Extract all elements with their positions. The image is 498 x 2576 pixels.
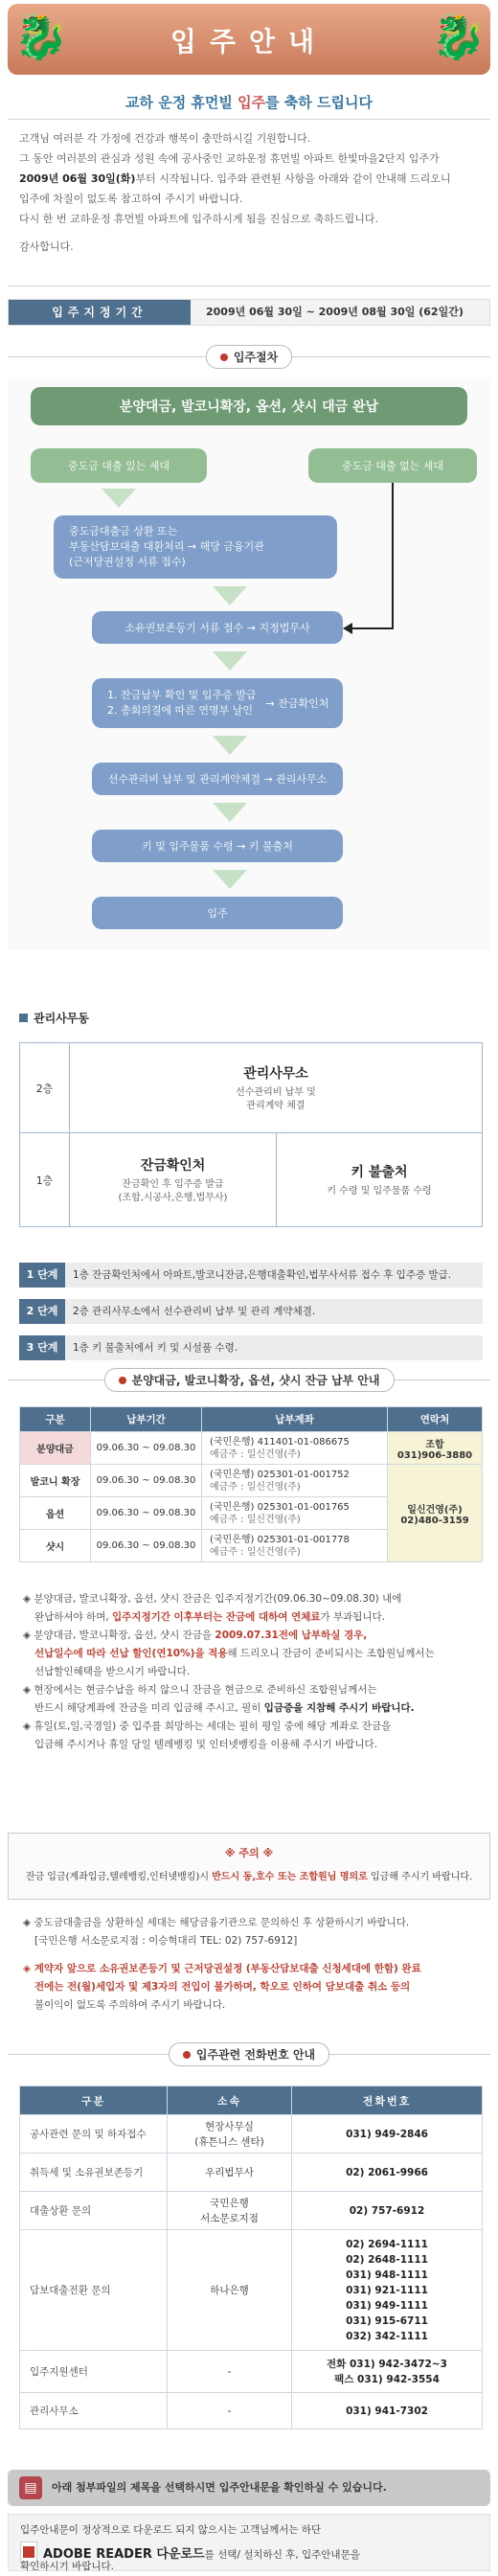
column-header: 구분 [20, 2086, 168, 2115]
column-header: 납부기간 [91, 1407, 202, 1432]
process-step-registration: 소유권보존등기 서류 접수 → 지정법무사 [92, 611, 343, 644]
greeting-line: 다시 한 번 교하운정 휴먼빌 아파트에 입주하시게 됨을 진심으로 축하드립니다. [19, 213, 378, 225]
process-step-full-payment: 분양대금, 발코니확장, 옵션, 샷시 대금 완납 [31, 387, 467, 425]
down-arrow-icon [213, 870, 247, 889]
management-office-cell: 관리사무소 선수관리비 납부 및 관리계약 체결 [70, 1043, 483, 1133]
process-title: 입주절차 [233, 351, 279, 364]
caution-box: ※ 주의 ※ 잔금 입금(계좌입금,텔레뱅킹,인터넷뱅킹)시 반드시 동,호수 또는 조합원님 명의로 입금해 주시기 바랍니다. [8, 1833, 490, 1900]
greeting-line: 부터 시작됩니다. 입주와 관련된 사항을 아래와 같이 안내해 드리오니 [135, 172, 451, 185]
process-branch-no-loan: 중도금 대출 없는 세대 [308, 448, 477, 483]
step-label: 2 단계 [19, 1299, 65, 1324]
attachment-icon: ▤ [19, 2476, 42, 2499]
subtitle-highlight: 입주 [238, 94, 266, 111]
balance-check-cell: 잔금확인처 잔금확인 후 입주증 발급 (조합,시공사,은행,법무사) [70, 1133, 277, 1227]
step-row [19, 1335, 483, 1360]
bullet-icon [183, 2051, 191, 2059]
down-arrow-icon [213, 736, 247, 755]
process-step-balance-check: 1. 잔금납부 확인 및 입주증 발급 2. 총회의결에 따른 연명부 날인 → 잔금확인처 [92, 678, 343, 728]
table-row: 샷시 09.06.30 ~ 09.08.30 (국민은행) 025301-01-001778 예금주 : 일신건영(주) [20, 1530, 483, 1562]
process-step-loan-repayment: 중도금대출금 상환 또는 부동산담보대출 대환처리 → 해당 금융기관 (근저당권설정 서류 접수) [54, 515, 337, 579]
column-header: 구분 [20, 1407, 91, 1432]
bullet-square-icon [19, 1014, 28, 1022]
step-label: 3 단계 [19, 1335, 65, 1360]
bullet-icon [119, 1377, 126, 1384]
payment-notes: ◈ 분양대금, 발코니확장, 옵션, 샷시 잔금은 입주지정기간(09.06.30~09.08.30) 내에 완납하셔야 하며, 입주지정기간 이후부터는 잔금에 대하여 연체료가 부과됩니다. ◈ 분양대금, 발코니확장, 옵션, 샷시 잔금을 2009.07.31전에 납부하실 경우, 선납일수에 따라 선납 할인(연10%)을 적용해 드리오니 잔금이 준비되시는 조합원님께서는 선납할인혜택을 받으시기 바랍니다. ◈ 현장에서는 현금수납을 하지 않으니 잔금을 현금으로 준비하신 조합원님께서는 반드시 해당계좌에 잔금을 미리 입금해 주시고, 필히 입금증을 지참해 주시기 바랍니다. ◈ 휴일(토,일,국경일) 중 입주를 희망하는 세대는 필히 평일 중에 해당 계좌로 잔금을 입금해 주시거나 휴일 당일 텔레뱅킹 및 인터넷뱅킹을 이용해 주시기 바랍니다. [23, 1593, 435, 1750]
payment-section-title: 분양대금, 발코니확장, 옵션, 샷시 잔금 납부 안내 [0, 1368, 498, 1392]
connector-line [392, 483, 394, 628]
subtitle-text: 를 축하 드립니다 [265, 94, 373, 111]
process-section-title [0, 345, 498, 369]
greeting-line: 고객님 여러분 각 가정에 건강과 행복이 충만하시길 기원합니다. [19, 132, 311, 145]
step-text: 2층 관리사무소에서 선수관리비 납부 및 관리 계약체결. [73, 1306, 316, 1317]
step-label: 1 단계 [19, 1263, 65, 1288]
process-branch-loan: 중도금 대출 있는 세대 [31, 448, 207, 483]
table-row: 옵션 09.06.30 ~ 09.08.30 (국민은행) 025301-01-001765 예금주 : 일신건영(주) [20, 1497, 483, 1530]
period-label: 입주지정기간 [9, 300, 191, 325]
greeting-line: 입주에 차질이 없도록 참고하여 주시기 바랍니다. [19, 193, 243, 205]
down-arrow-icon [213, 651, 247, 671]
column-header: 전화번호 [292, 2086, 483, 2115]
step-row [19, 1299, 483, 1324]
process-step-management-fee: 선수관리비 납부 및 관리계약체결 → 관리사무소 [92, 763, 343, 795]
divider [8, 119, 490, 120]
left-arrow-icon [343, 623, 352, 634]
column-header: 연락처 [388, 1407, 483, 1432]
dragon-ornament-icon: 🐉 [431, 11, 487, 62]
period-value: 2009년 06월 30일 ~ 2009년 08월 30일 (62일간) [206, 306, 464, 318]
process-step-key-pickup: 키 및 입주물품 수령 → 키 불출처 [92, 830, 343, 862]
floor-label: 2층 [20, 1043, 70, 1133]
bullet-icon [220, 353, 228, 361]
floor-label: 1층 [20, 1133, 70, 1227]
table-row: 공사관련 문의 및 하자접수 현장사무실 (휴튼니스 센타) 031) 949-2846 [20, 2115, 483, 2154]
greeting-line: 그 동안 여러분의 관심과 성원 속에 공사중인 교하운정 휴먼빌 아파트 한빛마을2단지 입주가 [19, 152, 440, 165]
step-text: 1층 잔금확인처에서 아파트,발코니잔금,은행대출확인,법무사서류 접수 후 입주증 발급. [73, 1269, 452, 1281]
table-row: 분양대금 09.06.30 ~ 09.08.30 (국민은행) 411401-01-086675 예금주 : 일신건영(주) 조합 031)906-3880 [20, 1432, 483, 1465]
table-row: 취득세 및 소유권보존등기 우리법무사 02) 2061-9966 [20, 2154, 483, 2192]
dragon-ornament-icon: 🐉 [13, 11, 69, 62]
caution-heading: ※ 주의 ※ [224, 1847, 274, 1859]
key-pickup-cell: 키 불출처 키 수령 및 입주물품 수령 [277, 1133, 483, 1227]
column-header: 소속 [168, 2086, 292, 2115]
phone-table [19, 2086, 483, 2429]
down-arrow-icon [213, 803, 247, 822]
page-title: 입주안내 [170, 26, 328, 57]
phone-section-title: 입주관련 전화번호 안내 [0, 2042, 498, 2066]
greeting-text [19, 128, 483, 257]
move-in-period-bar [8, 299, 490, 326]
down-arrow-icon [102, 489, 136, 508]
office-floor-plan [19, 1042, 483, 1227]
divider [8, 285, 490, 286]
congrats-subtitle [0, 92, 498, 112]
table-row: 발코니 확장 09.06.30 ~ 09.08.30 (국민은행) 025301-01-001752 예금주 : 일신건영(주) 일신건영(주) 02)480-3159 [20, 1465, 483, 1497]
column-header: 납부계좌 [202, 1407, 388, 1432]
loan-notes: ◈ 중도금대출금을 상환하실 세대는 해당금융기관으로 문의하신 후 상환하시기 바랍니다. [국민은행 서소문로지점 : 이승혁대리 TEL: 02) 757-6912] ◈ 계약자 앞으로 소유권보존등기 및 근저당권설정 (부동산담보대출 신청세대에 한함) 완료 전에는 전(월)세입자 및 제3자의 전입이 불가하며, 학오로 인하여 담보대출 취소 등의 불이익이 없도록 주의하여 주시기 바랍니다. [23, 1917, 421, 2011]
table-row: 대출상환 문의 국민은행 서소문로지점 02) 757-6912 [20, 2192, 483, 2230]
step-text: 1층 키 불출처에서 키 및 시설품 수령. [73, 1342, 238, 1354]
table-row: 담보대출전환 문의 하나은행 02) 2694-1111 02) 2648-1111 031) 948-1111 031) 921-1111 031) 949-1111 031) 915-6711 032) 342-1111 [20, 2230, 483, 2351]
greeting-line: 감사합니다. [19, 240, 74, 253]
payment-table [19, 1406, 483, 1562]
move-in-start-date: 2009년 06월 30일(화) [19, 172, 136, 185]
subtitle-text: 교하 운정 휴먼빌 [125, 94, 238, 111]
process-step-move-in: 입주 [92, 897, 343, 929]
adobe-reader-notice: 입주안내문이 정상적으로 다운로드 되지 않으시는 고객님께서는 하단 ADOBE READER 다운로드를 선택/ 설치하신 후, 입주안내문을 확인하시기 바랍니다. [8, 2514, 490, 2571]
table-row: 관리사무소 - 031) 941-7302 [20, 2393, 483, 2429]
down-arrow-icon [213, 586, 247, 605]
attachment-banner[interactable] [8, 2470, 490, 2506]
office-section-title: 관리사무동 [19, 1010, 89, 1026]
page-header [8, 4, 490, 75]
attachment-banner-text: 아래 첨부파일의 제목을 선택하시면 입주안내문을 확인하실 수 있습니다. [52, 2481, 387, 2494]
adobe-reader-download-link[interactable]: ADOBE READER 다운로드 [43, 2547, 205, 2562]
table-row: 입주지원센터 - 전화 031) 942-3472~3 팩스 031) 942-3554 [20, 2351, 483, 2393]
connector-line [352, 627, 394, 629]
step-row [19, 1263, 483, 1288]
